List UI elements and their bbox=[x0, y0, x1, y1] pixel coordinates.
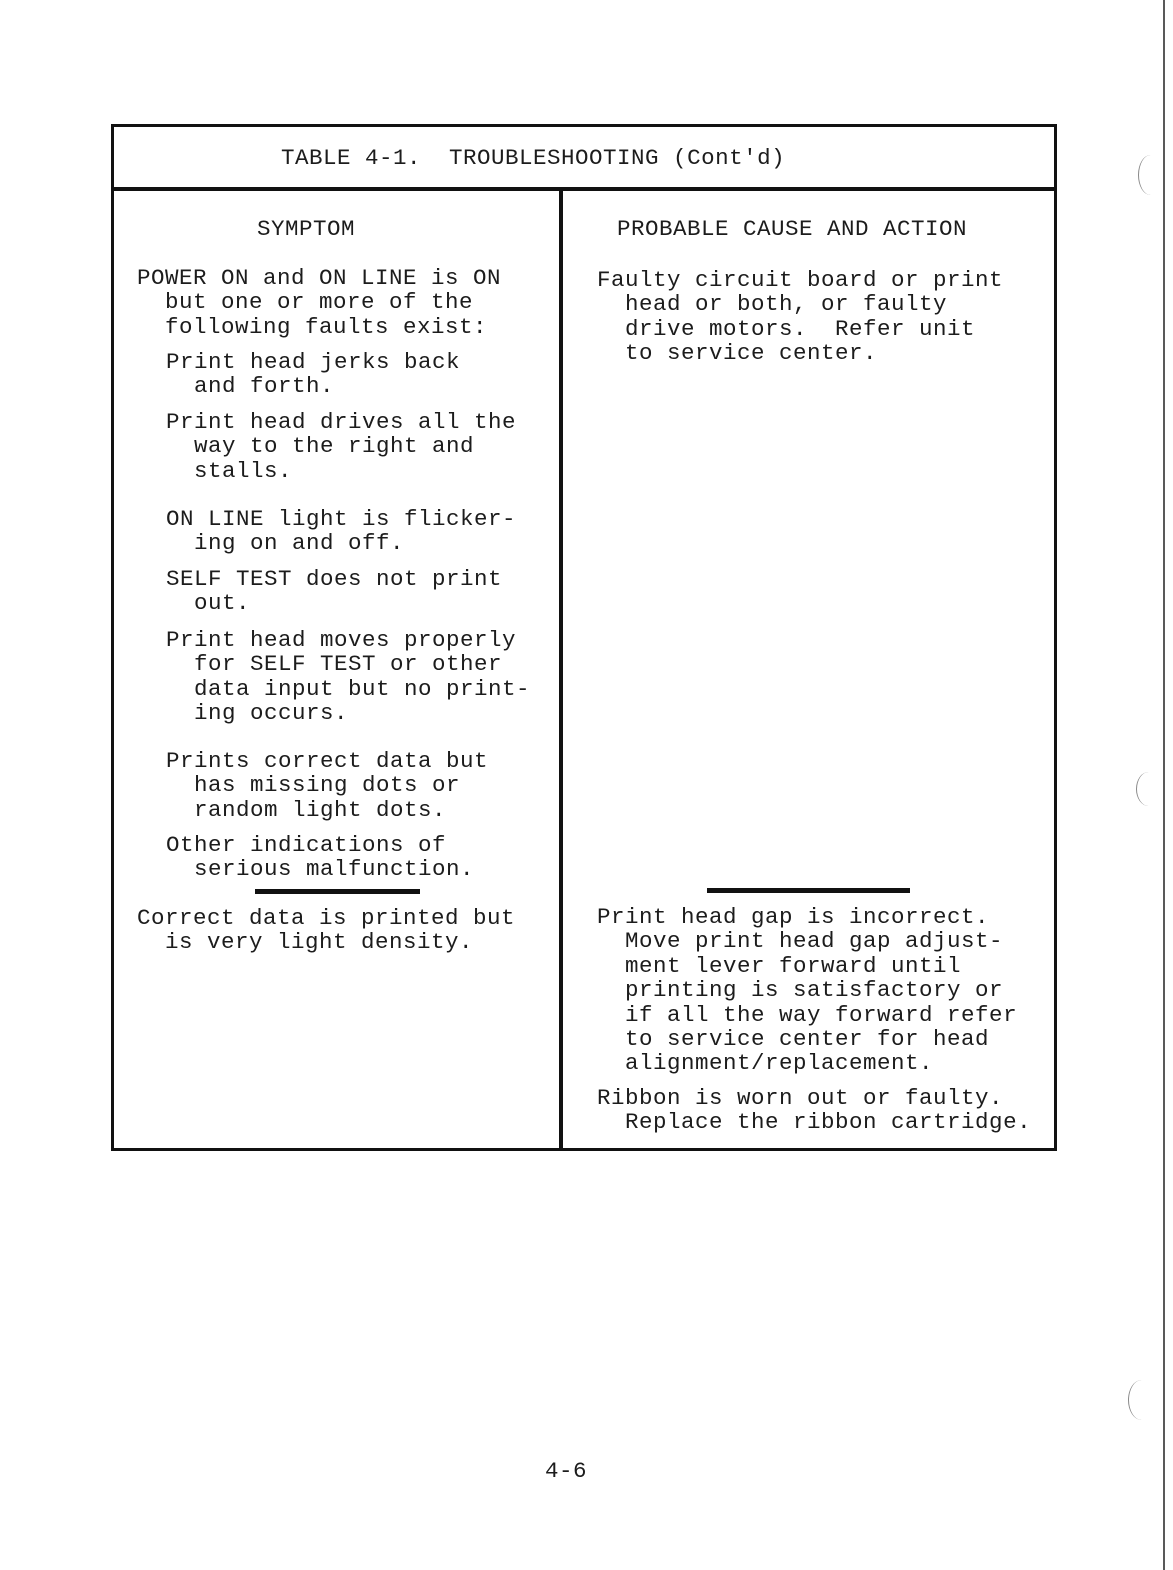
group-separator-left bbox=[255, 889, 420, 894]
fault-item: Print head moves properly for SELF TEST or other data input but no print- ing occurs. bbox=[166, 627, 531, 727]
fault-item: ON LINE light is flicker- ing on and off. bbox=[166, 506, 517, 557]
fault-item: Prints correct data but has missing dots or random light dots. bbox=[166, 748, 489, 823]
symptom-intro: POWER ON and ON LINE is ON but one or more of the following faults exist: bbox=[137, 265, 502, 340]
page-edge bbox=[1163, 0, 1165, 1570]
page-number: 4-6 bbox=[545, 1458, 588, 1484]
fault-item: SELF TEST does not print out. bbox=[166, 566, 503, 617]
symptom-header: SYMPTOM bbox=[257, 216, 356, 242]
binder-hole-mark bbox=[1136, 772, 1161, 806]
table-title: TABLE 4-1. TROUBLESHOOTING (Cont'd) bbox=[281, 145, 786, 171]
symptom-text: Correct data is printed but is very light density. bbox=[137, 905, 516, 956]
cause-header: PROBABLE CAUSE AND ACTION bbox=[617, 216, 968, 242]
cause-text: Faulty circuit board or print head or both, or faulty drive motors. Refer unit to service center. bbox=[597, 267, 1004, 367]
cause-text: Ribbon is worn out or faulty. Replace the ribbon cartridge. bbox=[597, 1085, 1032, 1136]
title-divider bbox=[111, 187, 1057, 191]
fault-item: Print head drives all the way to the right and stalls. bbox=[166, 409, 517, 484]
group-separator-right bbox=[707, 888, 910, 893]
column-divider bbox=[559, 189, 563, 1151]
binder-hole-mark bbox=[1128, 1380, 1155, 1420]
binder-hole-mark bbox=[1138, 155, 1163, 195]
fault-item: Other indications of serious malfunction. bbox=[166, 832, 475, 883]
cause-text: Print head gap is incorrect. Move print head gap adjust- ment lever forward until printing is satisfactory or if all the way forward refer to service center for head alignment/replacement. bbox=[597, 904, 1018, 1077]
fault-item: Print head jerks back and forth. bbox=[166, 349, 461, 400]
